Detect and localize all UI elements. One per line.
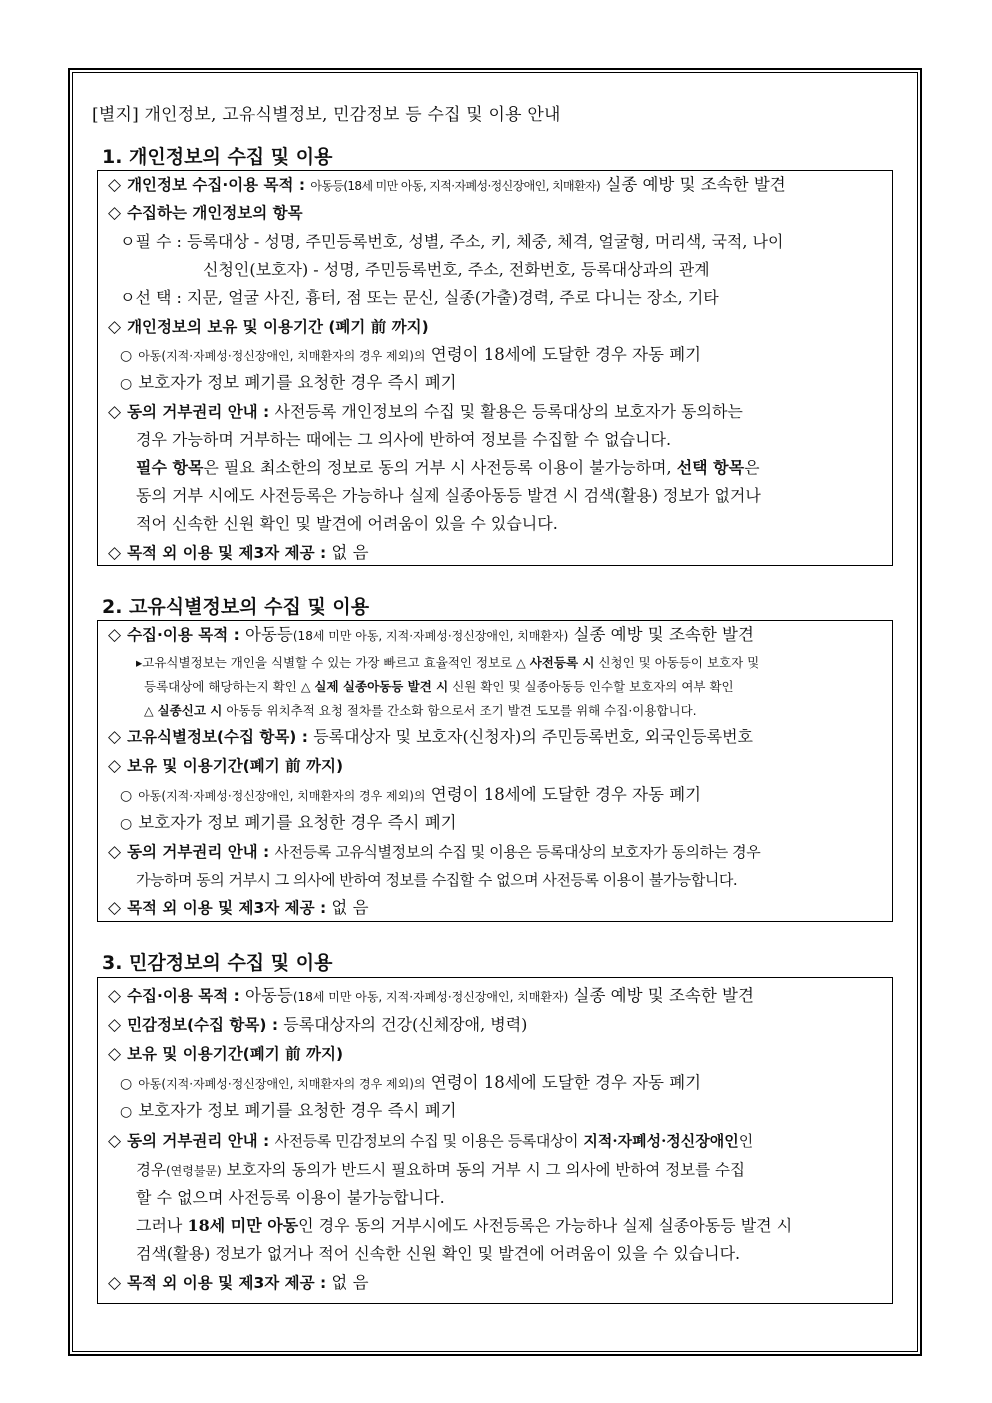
diamond-icon: ◇	[108, 756, 122, 776]
s1-purpose-line: ◇ 개인정보 수집·이용 목적 : 아동등(18세 미만 아동, 지적·자폐성·정신장애인, 치매환자) 실종 예방 및 조속한 발견	[108, 175, 786, 195]
s2-third-party-line: ◇ 목적 외 이용 및 제3자 제공 : 없 음	[108, 898, 369, 918]
s2-consent-line-2: 가능하며 동의 거부시 그 의사에 반하여 정보를 수집할 수 없으며 사전등록 이용이 불가능합니다.	[136, 871, 738, 889]
s1-consent-line-3: 필수 항목은 필요 최소한의 정보로 동의 거부 시 사전등록 이용이 불가능하며, 선택 항목은	[136, 458, 760, 477]
s2-retention-1: ○ 아동(지적·자폐성·정신장애인, 치매환자의 경우 제외)의 연령이 18세에 도달한 경우 자동 폐기	[120, 785, 702, 804]
s3-retention-2: ○ 보호자가 정보 폐기를 요청한 경우 즉시 폐기	[120, 1101, 457, 1120]
diamond-icon: ◇	[108, 175, 122, 195]
s1-third-party-line: ◇ 목적 외 이용 및 제3자 제공 : 없 음	[108, 543, 369, 563]
s2-retention-2: ○ 보호자가 정보 폐기를 요청한 경우 즉시 폐기	[120, 813, 457, 832]
diamond-icon: ◇	[108, 898, 122, 918]
s1-consent-line-1: ◇ 동의 거부권리 안내 : 사전등록 개인정보의 수집 및 활용은 등록대상의 보호자가 동의하는	[108, 402, 743, 422]
s1-required-line-2: 신청인(보호자) - 성명, 주민등록번호, 주소, 전화번호, 등록대상과의 관계	[203, 260, 710, 279]
s1-retention-2: ○ 보호자가 정보 폐기를 요청한 경우 즉시 폐기	[120, 373, 457, 392]
s3-consent-line-5: 검색(활용) 정보가 없거나 적어 신속한 신원 확인 및 발견에 어려움이 있을 수 있습니다.	[136, 1244, 741, 1263]
s1-retention-heading: ◇ 개인정보의 보유 및 이용기간 (폐기 前 까지)	[108, 317, 429, 337]
diamond-icon: ◇	[108, 1044, 122, 1064]
diamond-icon: ◇	[108, 625, 122, 645]
circle-bullet-icon: ○	[120, 348, 133, 364]
s3-retention-heading: ◇ 보유 및 이용기간(폐기 前 까지)	[108, 1044, 344, 1064]
circle-bullet-icon: ○	[120, 1104, 133, 1120]
s3-third-party-line: ◇ 목적 외 이용 및 제3자 제공 : 없 음	[108, 1273, 369, 1293]
s3-consent-line-1: ◇ 동의 거부권리 안내 : 사전등록 민감정보의 수집 및 이용은 등록대상이 지적·자폐성·정신장애인인	[108, 1131, 754, 1151]
s1-consent-line-5: 적어 신속한 신원 확인 및 발견에 어려움이 있을 수 있습니다.	[136, 514, 558, 533]
s2-consent-line-1: ◇ 동의 거부권리 안내 : 사전등록 고유식별정보의 수집 및 이용은 등록대상의 보호자가 동의하는 경우	[108, 842, 761, 862]
diamond-icon: ◇	[108, 402, 122, 422]
diamond-icon: ◇	[108, 1131, 122, 1151]
section-1-box	[97, 170, 893, 566]
s2-note-line-2: 등록대상에 해당하는지 확인 △ 실제 실종아동등 발견 시 신원 확인 및 실종아동등 인수할 보호자의 여부 확인	[144, 679, 734, 694]
circle-bullet-icon: ○	[120, 788, 133, 804]
diamond-icon: ◇	[108, 727, 122, 747]
diamond-icon: ◇	[108, 986, 122, 1006]
s3-consent-line-3: 할 수 없으며 사전등록 이용이 불가능합니다.	[136, 1188, 445, 1207]
page-header: [별지] 개인정보, 고유식별정보, 민감정보 등 수집 및 이용 안내	[92, 105, 561, 125]
s1-items-heading: ◇ 수집하는 개인정보의 항목	[108, 203, 303, 223]
circle-bullet-icon: ○	[120, 1076, 133, 1092]
section-2-box	[97, 620, 893, 922]
diamond-icon: ◇	[108, 543, 122, 563]
diamond-icon: ◇	[108, 1015, 122, 1035]
s2-items-line: ◇ 고유식별정보(수집 항목) : 등록대상자 및 보호자(신청자)의 주민등록번호, 외국인등록번호	[108, 727, 753, 747]
circle-bullet-icon: ○	[120, 376, 133, 392]
s1-required-line-1: ㅇ필 수 : 등록대상 - 성명, 주민등록번호, 성별, 주소, 키, 체중, 체격, 얼굴형, 머리색, 국적, 나이	[120, 232, 784, 251]
s1-optional-line: ㅇ선 택 : 지문, 얼굴 사진, 흉터, 점 또는 문신, 실종(가출)경력, 주로 다니는 장소, 기타	[120, 288, 719, 307]
s2-retention-heading: ◇ 보유 및 이용기간(폐기 前 까지)	[108, 756, 344, 776]
s3-retention-1: ○ 아동(지적·자폐성·정신장애인, 치매환자의 경우 제외)의 연령이 18세에 도달한 경우 자동 폐기	[120, 1073, 702, 1092]
s3-items-line: ◇ 민감정보(수집 항목) : 등록대상자의 건강(신체장애, 병력)	[108, 1015, 528, 1035]
s1-consent-line-4: 동의 거부 시에도 사전등록은 가능하나 실제 실종아동등 발견 시 검색(활용) 정보가 없거나	[136, 486, 761, 505]
s3-consent-line-4: 그러나 18세 미만 아동인 경우 동의 거부시에도 사전등록은 가능하나 실제 실종아동등 발견 시	[136, 1216, 793, 1235]
section-3-title: 3. 민감정보의 수집 및 이용	[102, 952, 333, 974]
section-3-box	[97, 977, 893, 1304]
s2-purpose-line: ◇ 수집·이용 목적 : 아동등(18세 미만 아동, 지적·자폐성·정신장애인, 치매환자) 실종 예방 및 조속한 발견	[108, 625, 754, 645]
diamond-icon: ◇	[108, 1273, 122, 1293]
s3-consent-line-2: 경우(연령불문) 보호자의 동의가 반드시 필요하며 동의 거부 시 그 의사에 반하여 정보를 수집	[136, 1161, 745, 1179]
s1-retention-1: ○ 아동(지적·자폐성·정신장애인, 치매환자의 경우 제외)의 연령이 18세에 도달한 경우 자동 폐기	[120, 345, 702, 364]
section-1-title: 1. 개인정보의 수집 및 이용	[102, 146, 333, 168]
circle-bullet-icon: ○	[120, 816, 133, 832]
s2-note-line-3: △ 실종신고 시 아동등 위치추적 요청 절차를 간소화 함으로서 조기 발견 도모를 위해 수집·이용합니다.	[144, 703, 697, 718]
s3-purpose-line: ◇ 수집·이용 목적 : 아동등(18세 미만 아동, 지적·자폐성·정신장애인, 치매환자) 실종 예방 및 조속한 발견	[108, 986, 754, 1006]
s1-consent-line-2: 경우 가능하며 거부하는 때에는 그 의사에 반하여 정보를 수집할 수 없습니다.	[136, 430, 672, 449]
diamond-icon: ◇	[108, 317, 122, 337]
diamond-icon: ◇	[108, 203, 122, 223]
s2-note-line-1: ▸고유식별정보는 개인을 식별할 수 있는 가장 빠르고 효율적인 정보로 △ 사전등록 시 신청인 및 아동등이 보호자 및	[136, 655, 760, 670]
section-2-title: 2. 고유식별정보의 수집 및 이용	[102, 596, 370, 618]
diamond-icon: ◇	[108, 842, 122, 862]
